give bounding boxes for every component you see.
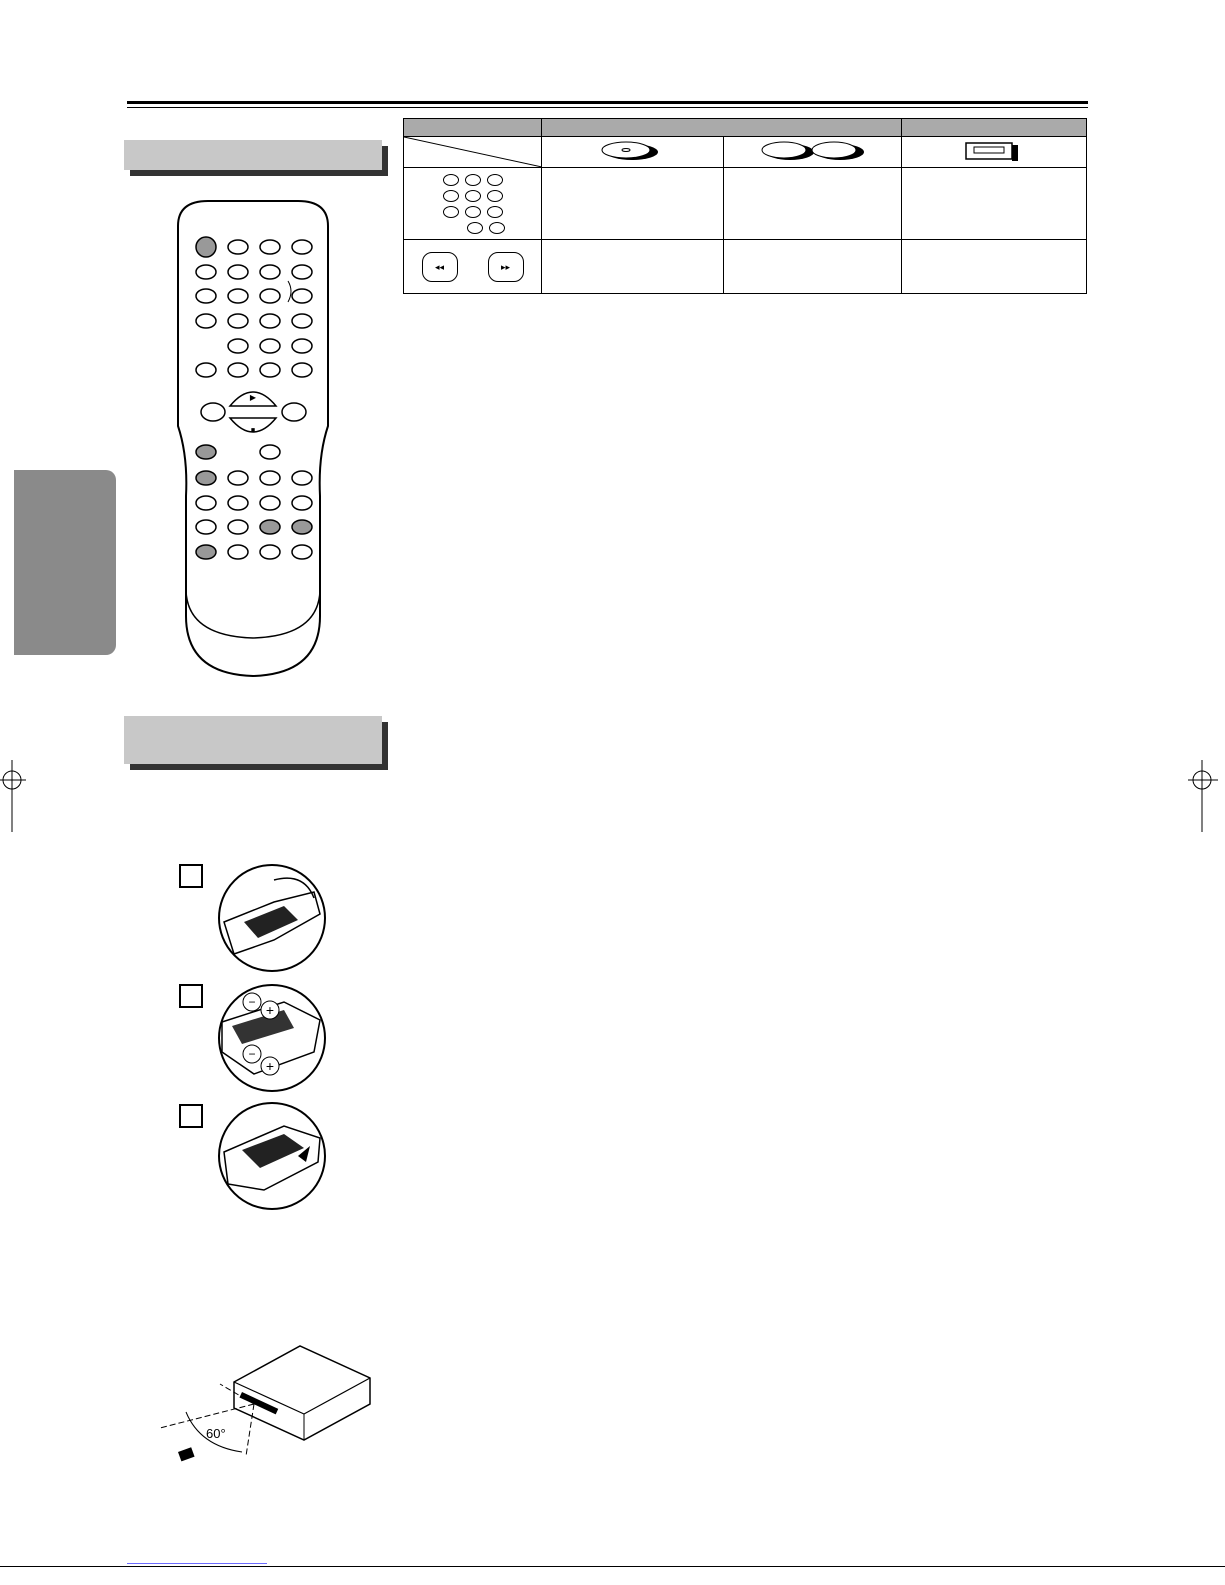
number-key-icon <box>487 206 503 218</box>
svg-text:+: + <box>265 1002 275 1018</box>
remote-angle-illustration <box>150 1340 380 1470</box>
header-vcr-col <box>902 119 1087 137</box>
diagonal-cell <box>404 137 542 168</box>
bottom-link-underline <box>127 1563 267 1564</box>
button-cell <box>404 240 542 294</box>
top-rule-thick <box>127 101 1088 104</box>
cd-cell <box>724 168 902 240</box>
top-rule-thin <box>127 107 1088 108</box>
svg-text:▶: ▶ <box>249 393 257 402</box>
battery-step-2-illustration <box>214 982 330 1094</box>
number-key-icon <box>489 222 505 234</box>
header-disc-col <box>542 119 902 137</box>
number-key-icon <box>487 190 503 202</box>
step-box-3 <box>179 1104 203 1128</box>
cd-cell <box>724 240 902 294</box>
step-box-2 <box>179 984 203 1008</box>
svg-text:+: + <box>265 1058 275 1074</box>
number-key-icon <box>443 190 459 202</box>
section-header-remote <box>124 140 382 170</box>
number-keypad-icon <box>404 172 541 236</box>
svg-text:−: − <box>248 995 256 1009</box>
vcr-tape-icon <box>902 137 1087 168</box>
table-row <box>404 168 1087 240</box>
number-key-icon <box>467 222 483 234</box>
registration-mark-right <box>1188 760 1218 832</box>
number-key-icon <box>487 174 503 186</box>
number-key-icon <box>443 206 459 218</box>
svg-text:−: − <box>248 1047 256 1061</box>
table-media-row <box>404 137 1087 168</box>
button-glyph: ▸▸ <box>500 261 511 272</box>
bottom-rule <box>0 1566 1225 1567</box>
registration-mark-left <box>0 760 30 832</box>
step-box-1 <box>179 864 203 888</box>
vcr-cell <box>902 168 1087 240</box>
battery-step-1-illustration <box>214 862 330 974</box>
angle-label: 60° <box>206 1426 226 1441</box>
button-cell <box>404 168 542 240</box>
rewind-icon <box>422 252 458 282</box>
dvd-cell <box>542 168 724 240</box>
section-header-batteries <box>124 716 382 764</box>
function-table <box>403 118 1087 294</box>
table-row <box>404 240 1087 294</box>
svg-text:■: ■ <box>250 427 256 434</box>
button-glyph: ◂◂ <box>434 261 445 272</box>
battery-step-3-illustration <box>214 1100 330 1212</box>
remote-control-illustration <box>168 196 338 682</box>
dvd-cell <box>542 240 724 294</box>
table-header-row <box>404 119 1087 137</box>
number-key-icon <box>465 190 481 202</box>
side-tab <box>14 470 116 655</box>
cd-disc-icons <box>724 137 902 168</box>
number-key-icon <box>465 206 481 218</box>
dvd-disc-icon <box>542 137 724 168</box>
fast-forward-icon <box>488 252 524 282</box>
number-key-icon <box>465 174 481 186</box>
header-button-col <box>404 119 542 137</box>
vcr-cell <box>902 240 1087 294</box>
number-key-icon <box>443 174 459 186</box>
